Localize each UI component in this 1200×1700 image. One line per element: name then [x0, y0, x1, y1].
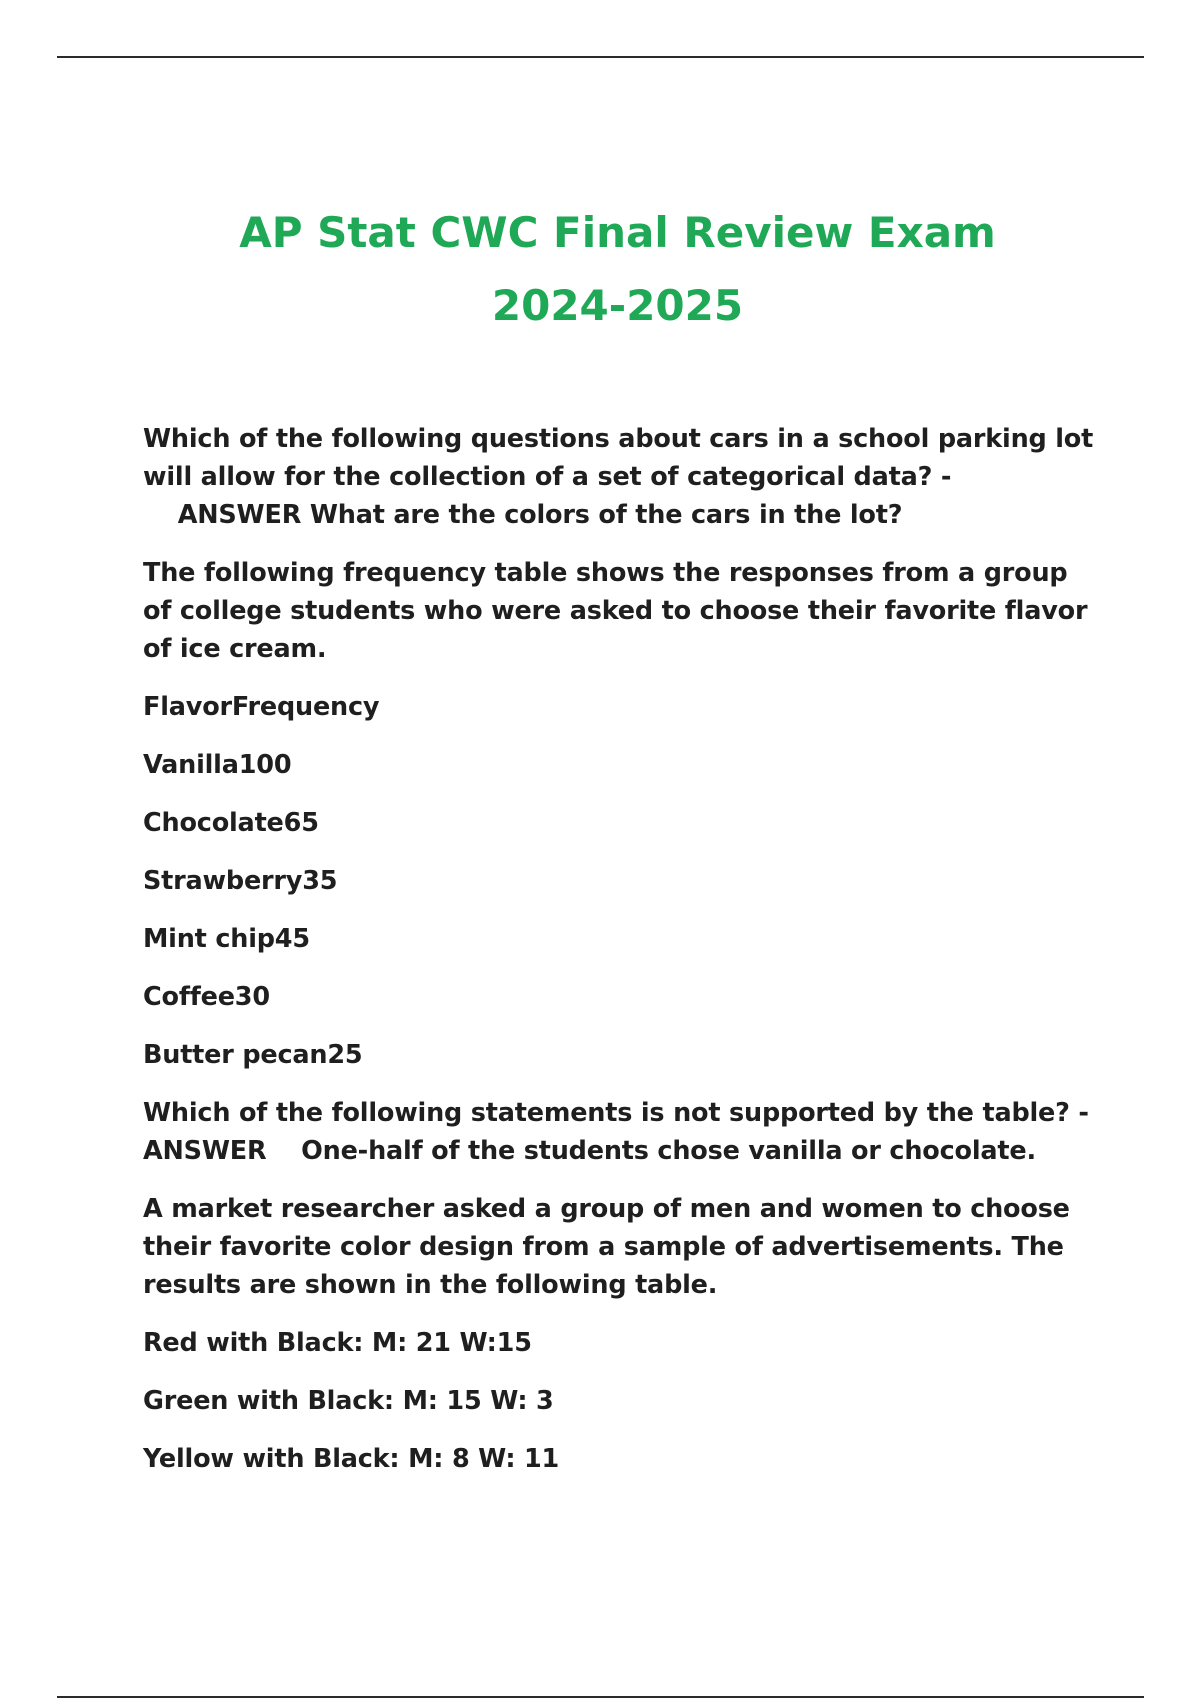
question-1-text: Which of the following questions about cars in a school parking lot will allow for the collection of a set of categorical data? -: [143, 424, 1094, 492]
bottom-rule: [57, 1696, 1144, 1698]
question-2-intro: The following frequency table shows the responses from a group of college students who were asked to choose their favorite flavor of ice cream.: [143, 558, 1088, 664]
frequency-row: Strawberry35: [143, 866, 338, 896]
color-table-row: Green with Black: M: 15 W: 3: [143, 1386, 554, 1416]
question-2-answer-label: ANSWER: [143, 1136, 267, 1166]
question-2: [143, 1094, 1103, 1170]
top-rule: [57, 56, 1144, 58]
frequency-row: Chocolate65: [143, 808, 319, 838]
question-2-answer: One-half of the students chose vanilla or chocolate.: [301, 1136, 1036, 1166]
document-title: AP Stat CWC Final Review Exam: [239, 208, 996, 257]
question-1-answer-label: ANSWER: [177, 500, 302, 530]
question-2-text: Which of the following statements is not supported by the table? -: [143, 1098, 1089, 1128]
question-1: [143, 420, 1103, 534]
frequency-row: Vanilla100: [143, 750, 292, 780]
frequency-row: Mint chip45: [143, 924, 310, 954]
document-body: [143, 420, 1103, 1498]
frequency-table-header: FlavorFrequency: [143, 692, 380, 722]
document-year: 2024-2025: [491, 281, 744, 330]
question-3-intro: A market researcher asked a group of men and women to choose their favorite color design from a sample of advertisements. The results are shown in the following table.: [143, 1194, 1070, 1300]
frequency-row: Coffee30: [143, 982, 270, 1012]
color-table-row: Red with Black: M: 21 W:15: [143, 1328, 532, 1358]
color-table-row: Yellow with Black: M: 8 W: 11: [143, 1444, 560, 1474]
question-1-answer: What are the colors of the cars in the lot?: [309, 500, 903, 530]
frequency-row: Butter pecan25: [143, 1040, 363, 1070]
